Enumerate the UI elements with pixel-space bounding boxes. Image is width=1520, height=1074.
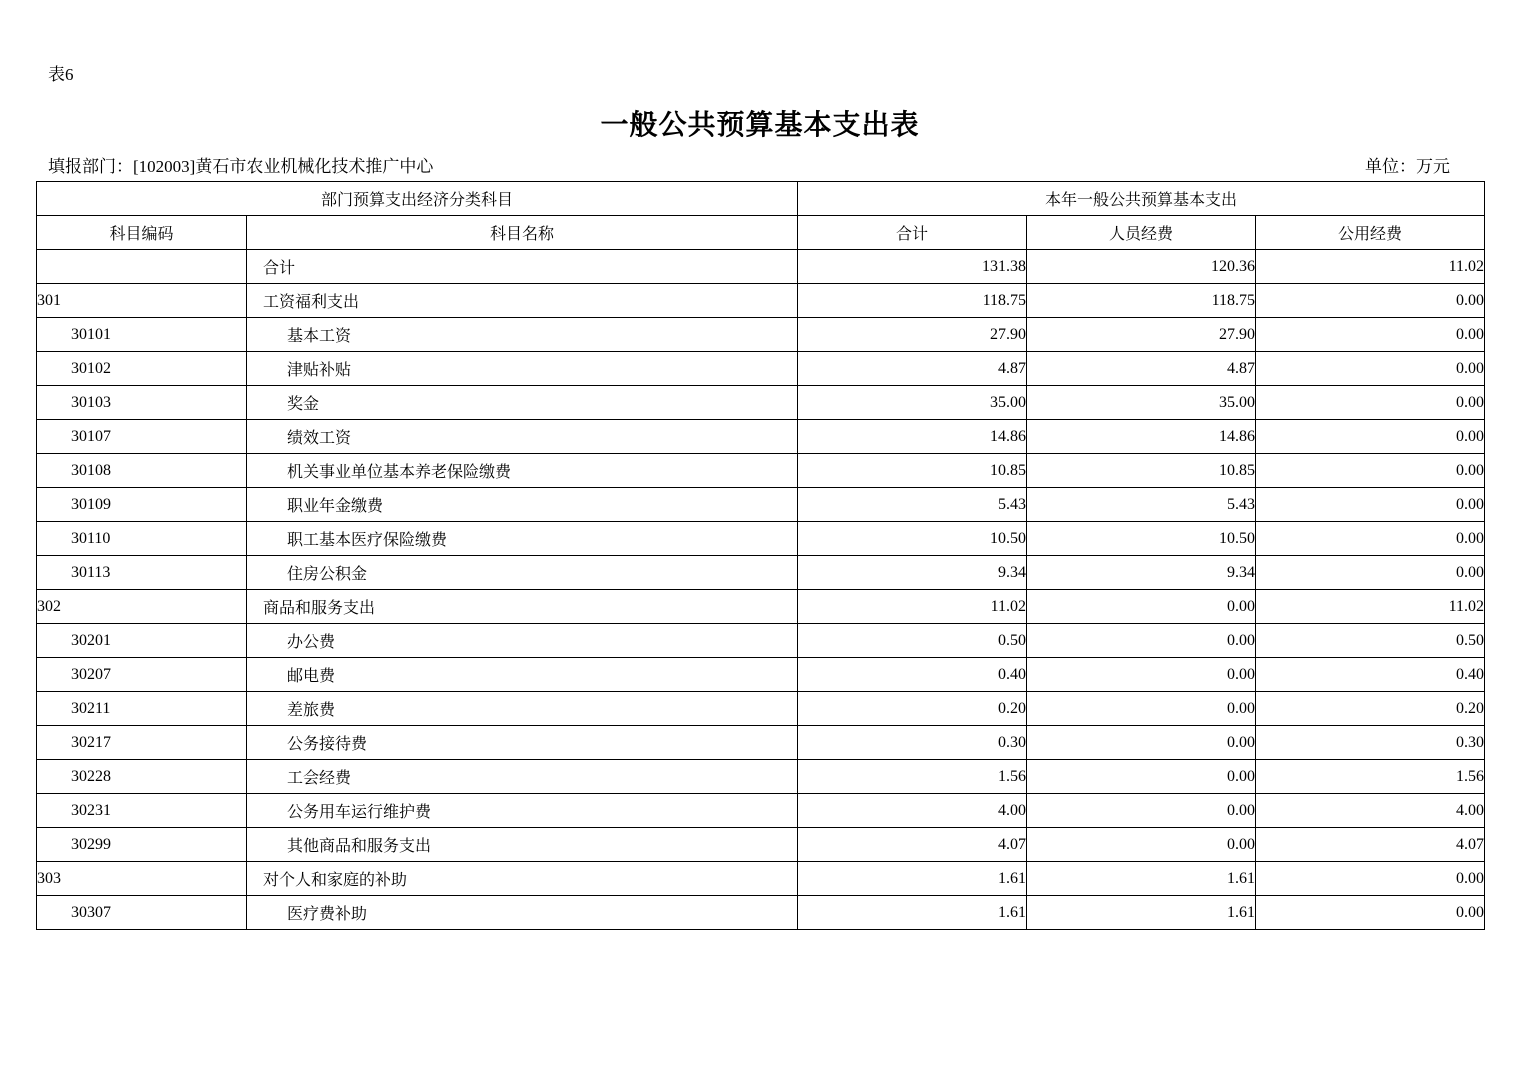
cell-person: 10.85	[1027, 454, 1256, 488]
table-row	[37, 862, 1485, 896]
table-row	[37, 692, 1485, 726]
table-row	[37, 386, 1485, 420]
cell-person: 0.00	[1027, 760, 1256, 794]
cell-public: 0.00	[1256, 318, 1485, 352]
cell-public: 0.50	[1256, 624, 1485, 658]
cell-total: 0.30	[798, 726, 1027, 760]
table-body	[37, 250, 1485, 930]
cell-total: 4.07	[798, 828, 1027, 862]
cell-subject-name: 奖金	[247, 386, 798, 420]
table-row	[37, 896, 1485, 930]
cell-person: 0.00	[1027, 624, 1256, 658]
department-info	[48, 152, 433, 177]
column-header-public: 公用经费	[1256, 216, 1485, 250]
cell-person: 0.00	[1027, 658, 1256, 692]
cell-subject-name: 机关事业单位基本养老保险缴费	[247, 454, 798, 488]
cell-total: 4.00	[798, 794, 1027, 828]
cell-public: 1.56	[1256, 760, 1485, 794]
cell-subject-name: 职工基本医疗保险缴费	[247, 522, 798, 556]
cell-subject-name: 公务用车运行维护费	[247, 794, 798, 828]
department-label: 填报部门：	[48, 157, 133, 176]
cell-subject-name: 医疗费补助	[247, 896, 798, 930]
table-row	[37, 624, 1485, 658]
cell-public: 0.00	[1256, 488, 1485, 522]
cell-person: 14.86	[1027, 420, 1256, 454]
cell-total: 14.86	[798, 420, 1027, 454]
cell-subject-code: 30307	[37, 896, 247, 930]
cell-subject-code: 30231	[37, 794, 247, 828]
cell-subject-code: 302	[37, 590, 247, 624]
cell-subject-code: 30211	[37, 692, 247, 726]
cell-subject-name: 绩效工资	[247, 420, 798, 454]
cell-public: 0.00	[1256, 862, 1485, 896]
table-row	[37, 488, 1485, 522]
cell-subject-name: 职业年金缴费	[247, 488, 798, 522]
cell-total: 27.90	[798, 318, 1027, 352]
cell-public: 0.00	[1256, 522, 1485, 556]
table-group-header-row	[37, 182, 1485, 216]
cell-public: 0.00	[1256, 896, 1485, 930]
table-row	[37, 522, 1485, 556]
cell-subject-name: 合计	[247, 250, 798, 284]
cell-subject-name: 差旅费	[247, 692, 798, 726]
table-row	[37, 794, 1485, 828]
cell-subject-name: 住房公积金	[247, 556, 798, 590]
cell-subject-code: 30201	[37, 624, 247, 658]
cell-total: 11.02	[798, 590, 1027, 624]
cell-subject-name: 基本工资	[247, 318, 798, 352]
unit-label: 单位：万元	[1365, 157, 1450, 176]
cell-subject-code: 303	[37, 862, 247, 896]
table-row	[37, 420, 1485, 454]
cell-person: 10.50	[1027, 522, 1256, 556]
cell-person: 5.43	[1027, 488, 1256, 522]
cell-person: 35.00	[1027, 386, 1256, 420]
cell-person: 120.36	[1027, 250, 1256, 284]
cell-subject-name: 津贴补贴	[247, 352, 798, 386]
group-header-right: 本年一般公共预算基本支出	[798, 182, 1485, 216]
table-row	[37, 352, 1485, 386]
budget-table	[36, 181, 1485, 930]
cell-person: 118.75	[1027, 284, 1256, 318]
cell-person: 27.90	[1027, 318, 1256, 352]
cell-total: 0.50	[798, 624, 1027, 658]
cell-subject-name: 工会经费	[247, 760, 798, 794]
cell-public: 0.40	[1256, 658, 1485, 692]
cell-public: 0.00	[1256, 386, 1485, 420]
cell-total: 1.61	[798, 896, 1027, 930]
cell-public: 11.02	[1256, 590, 1485, 624]
cell-total: 131.38	[798, 250, 1027, 284]
cell-total: 0.40	[798, 658, 1027, 692]
cell-subject-code	[37, 250, 247, 284]
cell-total: 35.00	[798, 386, 1027, 420]
cell-total: 9.34	[798, 556, 1027, 590]
cell-subject-code: 30207	[37, 658, 247, 692]
column-header-person: 人员经费	[1027, 216, 1256, 250]
cell-total: 0.20	[798, 692, 1027, 726]
cell-subject-code: 30108	[37, 454, 247, 488]
cell-public: 0.00	[1256, 420, 1485, 454]
cell-subject-name: 公务接待费	[247, 726, 798, 760]
column-header-code: 科目编码	[37, 216, 247, 250]
cell-subject-name: 办公费	[247, 624, 798, 658]
table-row	[37, 828, 1485, 862]
department-value: [102003]黄石市农业机械化技术推广中心	[133, 157, 434, 176]
cell-person: 0.00	[1027, 726, 1256, 760]
table-row	[37, 318, 1485, 352]
cell-subject-name: 工资福利支出	[247, 284, 798, 318]
cell-subject-name: 其他商品和服务支出	[247, 828, 798, 862]
cell-public: 0.00	[1256, 284, 1485, 318]
cell-subject-name: 商品和服务支出	[247, 590, 798, 624]
cell-public: 0.20	[1256, 692, 1485, 726]
cell-public: 4.00	[1256, 794, 1485, 828]
cell-subject-code: 30107	[37, 420, 247, 454]
meta-row	[48, 152, 1472, 174]
cell-subject-code: 30217	[37, 726, 247, 760]
cell-public: 4.07	[1256, 828, 1485, 862]
table-row	[37, 760, 1485, 794]
table-row	[37, 556, 1485, 590]
column-header-total: 合计	[798, 216, 1027, 250]
table-row	[37, 454, 1485, 488]
table-row	[37, 284, 1485, 318]
table-row	[37, 250, 1485, 284]
page-title: 一般公共预算基本支出表	[600, 110, 920, 141]
column-header-name: 科目名称	[247, 216, 798, 250]
cell-subject-code: 30299	[37, 828, 247, 862]
group-header-left: 部门预算支出经济分类科目	[37, 182, 798, 216]
cell-subject-code: 30109	[37, 488, 247, 522]
cell-subject-name: 邮电费	[247, 658, 798, 692]
cell-person: 9.34	[1027, 556, 1256, 590]
cell-person: 0.00	[1027, 692, 1256, 726]
cell-public: 0.00	[1256, 454, 1485, 488]
cell-subject-name: 对个人和家庭的补助	[247, 862, 798, 896]
cell-total: 1.61	[798, 862, 1027, 896]
cell-subject-code: 30113	[37, 556, 247, 590]
cell-total: 1.56	[798, 760, 1027, 794]
cell-total: 10.50	[798, 522, 1027, 556]
cell-person: 0.00	[1027, 794, 1256, 828]
cell-total: 5.43	[798, 488, 1027, 522]
cell-subject-code: 30103	[37, 386, 247, 420]
cell-total: 10.85	[798, 454, 1027, 488]
cell-public: 0.00	[1256, 352, 1485, 386]
form-number: 表6	[48, 65, 74, 84]
table-row	[37, 658, 1485, 692]
cell-public: 0.30	[1256, 726, 1485, 760]
table-header-row	[37, 216, 1485, 250]
cell-subject-code: 30101	[37, 318, 247, 352]
cell-subject-code: 30102	[37, 352, 247, 386]
cell-subject-code: 30110	[37, 522, 247, 556]
cell-person: 1.61	[1027, 862, 1256, 896]
cell-person: 4.87	[1027, 352, 1256, 386]
table-row	[37, 726, 1485, 760]
cell-public: 0.00	[1256, 556, 1485, 590]
cell-person: 0.00	[1027, 828, 1256, 862]
cell-total: 118.75	[798, 284, 1027, 318]
cell-subject-code: 301	[37, 284, 247, 318]
table-row	[37, 590, 1485, 624]
cell-total: 4.87	[798, 352, 1027, 386]
cell-person: 1.61	[1027, 896, 1256, 930]
cell-public: 11.02	[1256, 250, 1485, 284]
cell-subject-code: 30228	[37, 760, 247, 794]
cell-person: 0.00	[1027, 590, 1256, 624]
